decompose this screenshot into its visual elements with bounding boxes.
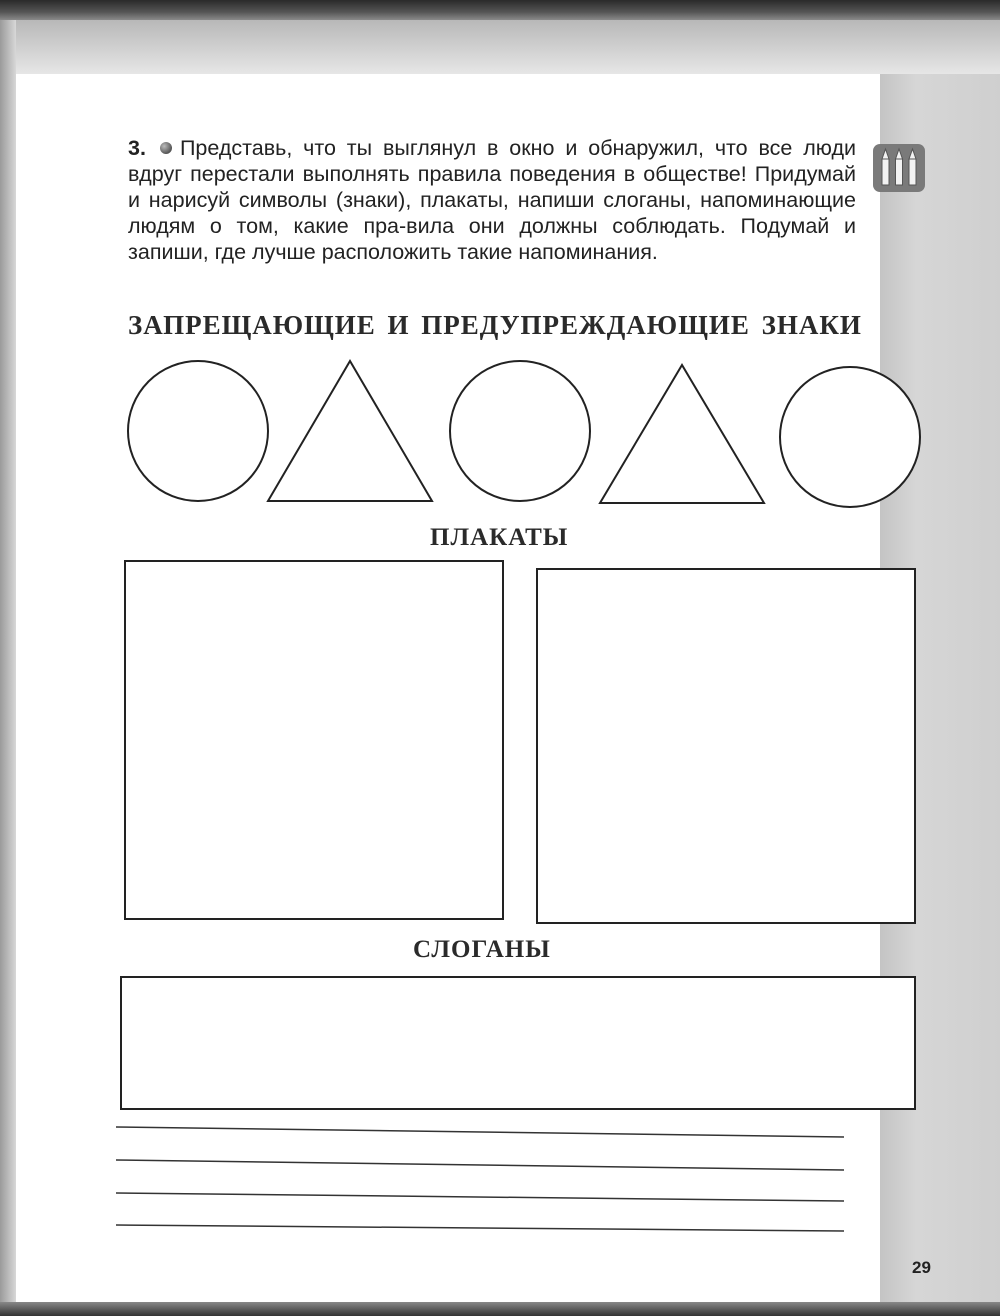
sign-shapes <box>120 355 930 515</box>
writing-line-1[interactable] <box>116 1127 844 1137</box>
sign-triangle-2[interactable] <box>600 365 764 503</box>
sign-circle-1[interactable] <box>128 361 268 501</box>
slogan-box[interactable] <box>120 976 916 1110</box>
pencils-icon <box>872 143 926 193</box>
sign-circle-2[interactable] <box>450 361 590 501</box>
task-text: Представь, что ты выглянул в окно и обнаружил, что все люди вдруг перестали выполнять правила поведения в обществе! Придумай и нарисуй символы (знаки), плакаты, напиши слоганы, напоминающие людям о том, какие пра-вила они должны соблюдать. Подумай и запиши, где лучше расположить такие напоминания. <box>128 136 856 264</box>
writing-line-2[interactable] <box>116 1160 844 1170</box>
task-instruction <box>128 135 856 265</box>
slogans-heading: СЛОГАНЫ <box>413 936 551 963</box>
poster-box-2[interactable] <box>536 568 916 924</box>
writing-line-4[interactable] <box>116 1225 844 1231</box>
signs-heading: ЗАПРЕЩАЮЩИЕ И ПРЕДУПРЕЖДАЮЩИЕ ЗНАКИ <box>128 310 862 340</box>
scan-top-edge <box>0 0 1000 20</box>
poster-box-1[interactable] <box>124 560 504 920</box>
page-number: 29 <box>912 1258 931 1277</box>
posters-heading: ПЛАКАТЫ <box>430 524 569 551</box>
task-number: 3. <box>128 136 146 160</box>
scan-left-edge <box>0 20 16 1310</box>
writing-line-3[interactable] <box>116 1193 844 1201</box>
bullet-icon <box>160 142 172 154</box>
writing-lines <box>116 1125 844 1235</box>
sign-circle-3[interactable] <box>780 367 920 507</box>
sign-triangle-1[interactable] <box>268 361 432 501</box>
scan-bottom-edge <box>0 1302 1000 1316</box>
